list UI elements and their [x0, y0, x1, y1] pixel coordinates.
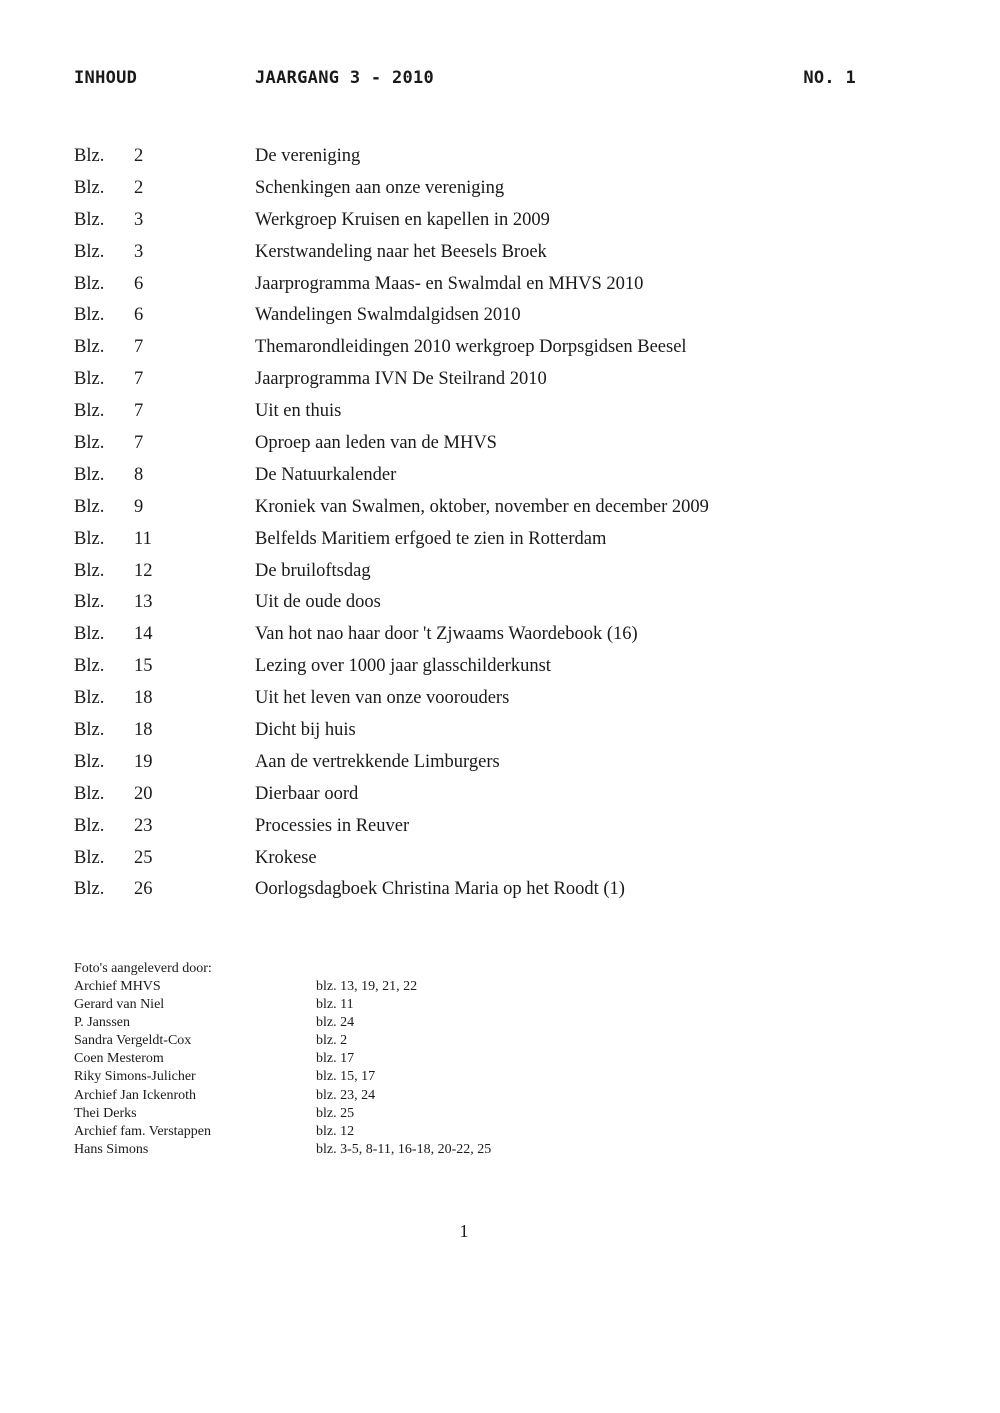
credit-row	[74, 1032, 674, 1050]
toc-article-title: Lezing over 1000 jaar glasschilderkunst	[255, 656, 551, 677]
toc-page-number: 25	[134, 847, 153, 868]
toc-article-title: Oproep aan leden van de MHVS	[255, 433, 497, 454]
toc-page-number: 8	[134, 464, 144, 485]
toc-page-number: 6	[134, 273, 144, 294]
toc-row	[74, 779, 934, 811]
toc-page-number: 14	[134, 624, 153, 645]
page-header	[74, 68, 864, 94]
toc-article-title: Schenkingen aan onze vereniging	[255, 177, 505, 198]
toc-page-prefix: Blz.	[74, 656, 105, 677]
toc-article-title: De bruiloftsdag	[255, 560, 371, 581]
toc-page-number: 18	[134, 688, 153, 709]
credit-source: Archief fam. Verstappen	[74, 1123, 211, 1139]
credit-row	[74, 1068, 674, 1086]
credit-pages: blz. 2	[316, 1033, 348, 1049]
toc-page-prefix: Blz.	[74, 528, 105, 549]
credit-pages: blz. 12	[316, 1123, 355, 1139]
toc-article-title: Jaarprogramma Maas- en Swalmdal en MHVS 2010	[255, 273, 644, 294]
toc-page-number: 18	[134, 720, 153, 741]
credit-source: Coen Mesterom	[74, 1051, 164, 1067]
credit-source: Hans Simons	[74, 1141, 149, 1157]
photo-credits-list	[74, 978, 674, 1159]
toc-article-title: Dicht bij huis	[255, 720, 356, 741]
toc-row	[74, 460, 934, 492]
toc-article-title: Belfelds Maritiem erfgoed te zien in Rotterdam	[255, 528, 607, 549]
credit-pages: blz. 23, 24	[316, 1087, 376, 1103]
credit-source: Riky Simons-Julicher	[74, 1069, 196, 1085]
toc-row	[74, 524, 934, 556]
toc-article-title: De Natuurkalender	[255, 464, 397, 485]
toc-page-number: 6	[134, 305, 144, 326]
photo-credits-title: Foto's aangeleverd door:	[74, 961, 212, 976]
toc-row	[74, 747, 934, 779]
toc-page-prefix: Blz.	[74, 624, 105, 645]
toc-page-prefix: Blz.	[74, 464, 105, 485]
page-number: 1	[459, 1221, 469, 1241]
toc-article-title: Aan de vertrekkende Limburgers	[255, 751, 500, 772]
toc-row	[74, 300, 934, 332]
credit-row	[74, 996, 674, 1014]
header-volume-year: JAARGANG 3 - 2010	[255, 68, 435, 88]
toc-page-prefix: Blz.	[74, 592, 105, 613]
toc-row	[74, 492, 934, 524]
credit-source: Archief MHVS	[74, 979, 161, 994]
toc-page-prefix: Blz.	[74, 879, 105, 900]
toc-page-prefix: Blz.	[74, 273, 105, 294]
toc-page-number: 26	[134, 879, 153, 900]
credit-row	[74, 1123, 674, 1141]
toc-page-prefix: Blz.	[74, 433, 105, 454]
toc-page-prefix: Blz.	[74, 847, 105, 868]
toc-article-title: Themarondleidingen 2010 werkgroep Dorpsgidsen Beesel	[255, 337, 687, 358]
toc-page-number: 11	[134, 528, 152, 549]
toc-article-title: Kerstwandeling naar het Beesels Broek	[255, 241, 547, 262]
credit-pages: blz. 25	[316, 1105, 355, 1121]
photo-credits	[74, 960, 674, 1159]
toc-page-prefix: Blz.	[74, 241, 105, 262]
toc-page-number: 2	[134, 146, 144, 166]
toc-article-title: Dierbaar oord	[255, 783, 359, 804]
toc-page-prefix: Blz.	[74, 337, 105, 358]
toc-page-number: 13	[134, 592, 153, 613]
table-of-contents	[74, 141, 934, 906]
toc-article-title: Oorlogsdagboek Christina Maria op het Roodt (1)	[255, 879, 625, 900]
toc-page-number: 20	[134, 783, 153, 804]
credit-source: Sandra Vergeldt-Cox	[74, 1033, 192, 1049]
header-issue-number: NO. 1	[803, 68, 856, 88]
credit-row	[74, 1050, 674, 1068]
toc-row	[74, 587, 934, 619]
toc-page-number: 7	[134, 401, 144, 422]
toc-row	[74, 205, 934, 237]
toc-row	[74, 364, 934, 396]
toc-page-prefix: Blz.	[74, 305, 105, 326]
toc-page-number: 3	[134, 241, 144, 262]
toc-page-number: 9	[134, 496, 144, 517]
toc-page-prefix: Blz.	[74, 751, 105, 772]
toc-row	[74, 619, 934, 651]
toc-row	[74, 173, 934, 205]
credit-source: Archief Jan Ickenroth	[74, 1087, 197, 1103]
toc-row	[74, 332, 934, 364]
toc-row	[74, 874, 934, 906]
toc-page-prefix: Blz.	[74, 209, 105, 230]
credit-pages: blz. 11	[316, 997, 354, 1013]
header-section-title: INHOUD	[74, 68, 138, 88]
credit-row	[74, 1105, 674, 1123]
toc-page-prefix: Blz.	[74, 815, 105, 836]
credit-source: Gerard van Niel	[74, 997, 165, 1013]
toc-article-title: Uit de oude doos	[255, 592, 381, 613]
toc-page-prefix: Blz.	[74, 496, 105, 517]
toc-article-title: Kroniek van Swalmen, oktober, november en december 2009	[255, 496, 709, 517]
toc-article-title: Uit en thuis	[255, 401, 342, 422]
toc-row	[74, 396, 934, 428]
credit-source: P. Janssen	[74, 1015, 131, 1031]
toc-page-prefix: Blz.	[74, 369, 105, 390]
toc-page-number: 12	[134, 560, 153, 581]
toc-article-title: Processies in Reuver	[255, 815, 410, 836]
credit-row	[74, 1087, 674, 1105]
toc-article-title: Wandelingen Swalmdalgidsen 2010	[255, 305, 521, 326]
toc-page-number: 3	[134, 209, 144, 230]
toc-row	[74, 683, 934, 715]
toc-row	[74, 269, 934, 301]
toc-row	[74, 237, 934, 269]
toc-page-number: 7	[134, 337, 144, 358]
toc-page-prefix: Blz.	[74, 146, 105, 166]
toc-row	[74, 843, 934, 875]
toc-article-title: De vereniging	[255, 146, 361, 166]
toc-page-prefix: Blz.	[74, 401, 105, 422]
credit-row	[74, 1014, 674, 1032]
toc-row	[74, 556, 934, 588]
toc-page-prefix: Blz.	[74, 177, 105, 198]
toc-row	[74, 141, 934, 173]
toc-page-prefix: Blz.	[74, 560, 105, 581]
toc-page-number: 23	[134, 815, 153, 836]
toc-page-prefix: Blz.	[74, 720, 105, 741]
toc-page-prefix: Blz.	[74, 688, 105, 709]
toc-page-number: 7	[134, 369, 144, 390]
toc-page-number: 7	[134, 433, 144, 454]
credit-pages: blz. 17	[316, 1051, 355, 1067]
credit-pages: blz. 13, 19, 21, 22	[316, 979, 418, 994]
credit-source: Thei Derks	[74, 1105, 137, 1121]
toc-row	[74, 715, 934, 747]
toc-article-title: Van hot nao haar door 't Zjwaams Waordebook (16)	[255, 624, 638, 645]
toc-row	[74, 428, 934, 460]
credit-pages: blz. 15, 17	[316, 1069, 376, 1085]
toc-page-number: 15	[134, 656, 153, 677]
toc-page-number: 2	[134, 177, 144, 198]
toc-article-title: Krokese	[255, 847, 317, 868]
credit-row	[74, 1141, 674, 1159]
credit-pages: blz. 24	[316, 1015, 355, 1031]
toc-page-number: 19	[134, 751, 153, 772]
toc-row	[74, 811, 934, 843]
credit-pages: blz. 3-5, 8-11, 16-18, 20-22, 25	[316, 1141, 492, 1157]
toc-row	[74, 651, 934, 683]
toc-article-title: Jaarprogramma IVN De Steilrand 2010	[255, 369, 547, 390]
credit-row	[74, 978, 674, 996]
toc-page-prefix: Blz.	[74, 783, 105, 804]
toc-article-title: Uit het leven van onze voorouders	[255, 688, 510, 709]
toc-article-title: Werkgroep Kruisen en kapellen in 2009	[255, 209, 550, 230]
